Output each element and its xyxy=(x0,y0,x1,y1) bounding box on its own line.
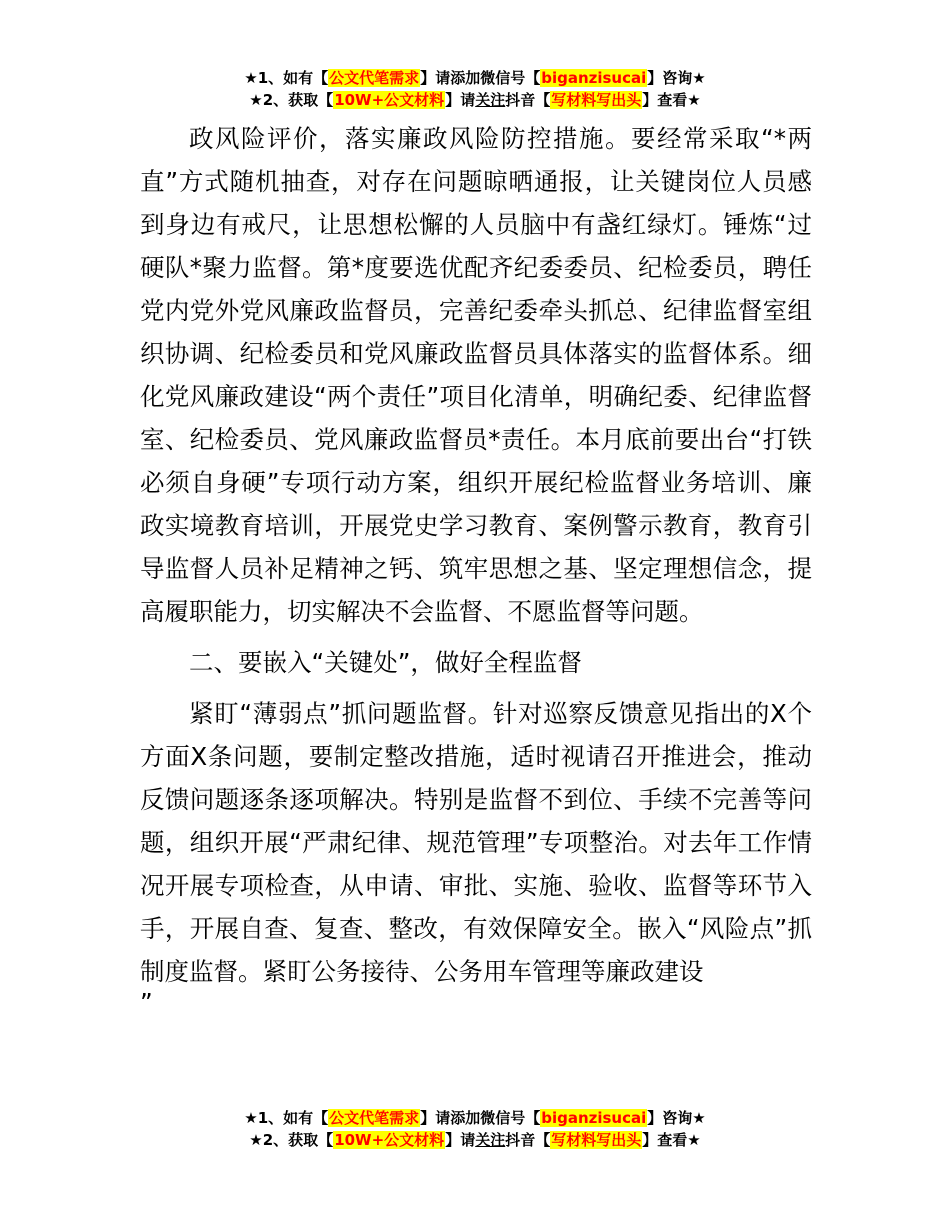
banner-text: 】查看★ xyxy=(642,91,701,109)
banner-line-2 xyxy=(0,1129,950,1151)
header-banner xyxy=(0,67,950,111)
banner-line-1 xyxy=(0,67,950,89)
banner-text: ★2、获取【 xyxy=(249,91,334,109)
banner-underline-follow: 关注 xyxy=(475,91,506,109)
document-body xyxy=(140,117,812,1017)
banner-text: 】请添加微信号【 xyxy=(420,69,541,87)
banner-text: 】咨询★ xyxy=(647,69,706,87)
banner-highlight-douyin: 写材料写出头 xyxy=(551,91,642,109)
banner-text: 】请 xyxy=(445,1131,476,1149)
banner-line-2 xyxy=(0,89,950,111)
banner-text: 抖音【 xyxy=(505,1131,551,1149)
banner-highlight-materials: 10W+公文材料 xyxy=(334,91,445,109)
banner-highlight-service: 公文代笔需求 xyxy=(329,1109,420,1127)
trailing-quote-mark: ” xyxy=(140,988,153,1017)
banner-text: ★2、获取【 xyxy=(249,1131,334,1149)
banner-line-1 xyxy=(0,1107,950,1129)
banner-text: 】咨询★ xyxy=(647,1109,706,1127)
banner-text: ★1、如有【 xyxy=(244,1109,329,1127)
banner-highlight-materials: 10W+公文材料 xyxy=(334,1131,445,1149)
banner-highlight-wechat-id: biganzisucai xyxy=(541,1109,647,1127)
banner-underline-follow: 关注 xyxy=(475,1131,506,1149)
banner-text: 】请 xyxy=(445,91,476,109)
banner-highlight-douyin: 写材料写出头 xyxy=(551,1131,642,1149)
banner-text: 】查看★ xyxy=(642,1131,701,1149)
banner-highlight-service: 公文代笔需求 xyxy=(329,69,420,87)
banner-text: ★1、如有【 xyxy=(244,69,329,87)
banner-text: 抖音【 xyxy=(505,91,551,109)
section-heading-2: 二、要嵌入“关键处”，做好全程监督 xyxy=(189,648,582,677)
footer-banner xyxy=(0,1107,950,1151)
banner-highlight-wechat-id: biganzisucai xyxy=(541,69,647,87)
paragraph-1: 政风险评价，落实廉政风险防控措施。要经常采取“*两直”方式随机抽查，对存在问题晾晒通报，让关键岗位人员感到身边有戒尺，让思想松懈的人员脑中有盏红绿灯。锤炼“过硬队*聚力监督。第*度要选优配齐纪委委员、纪检委员，聘任党内党外党风廉政监督员，完善纪委牵头抓总、纪律监督室组织协调、纪检委员和党风廉政监督员具体落实的监督体系。细化党风廉政建设“两个责任”项目化清单，明确纪委、纪律监督室、纪检委员、党风廉政监督员*责任。本月底前要出台“打铁必须自身硬”专项行动方案，组织开展纪检监督业务培训、廉政实境教育培训，开展党史学习教育、案例警示教育，教育引导监督人员补足精神之钙、筑牢思想之基、坚定理想信念，提高履职能力，切实解决不会监督、不愿监督等问题。 xyxy=(140,124,812,626)
banner-text: 】请添加微信号【 xyxy=(420,1109,541,1127)
paragraph-2: 紧盯“薄弱点”抓问题监督。针对巡察反馈意见指出的X个方面X条问题，要制定整改措施，适时视请召开推进会，推动反馈问题逐条逐项解决。特别是监督不到位、手续不完善等问题，组织开展“严肃纪律、规范管理”专项整治。对去年工作情况开展专项检查，从申请、审批、实施、验收、监督等环节入手，开展自查、复查、整改，有效保障安全。嵌入“风险点”抓制度监督。紧盯公务接待、公务用车管理等廉政建设 xyxy=(140,699,812,986)
